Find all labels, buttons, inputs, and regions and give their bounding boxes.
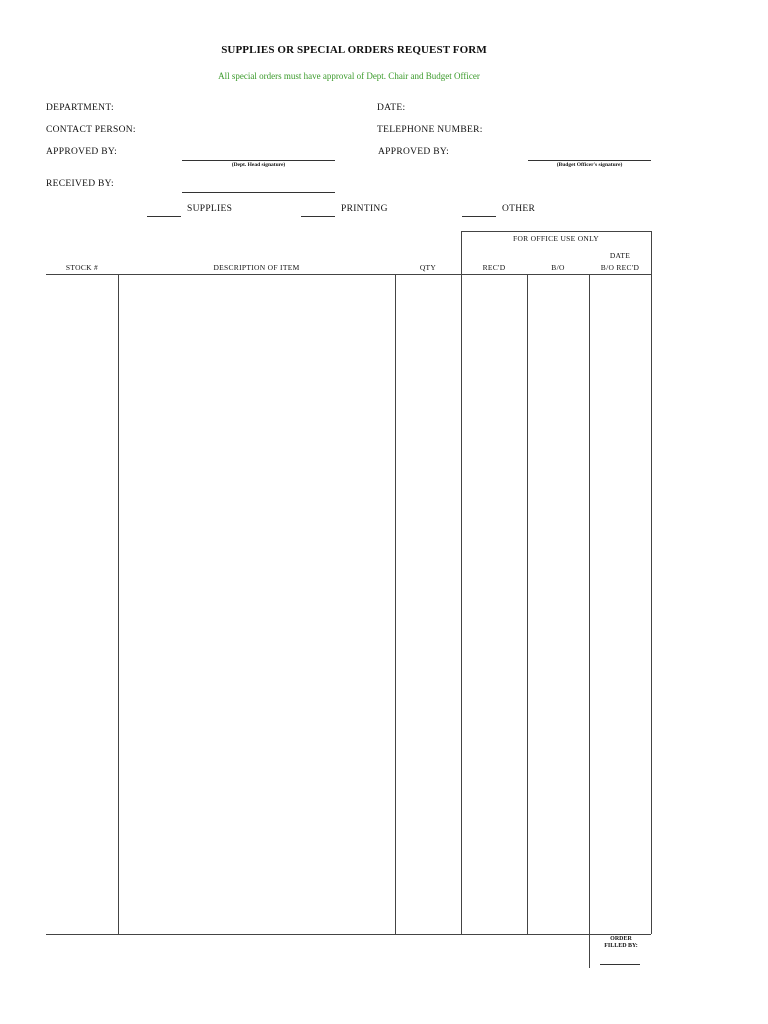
department-label: DEPARTMENT: <box>46 103 114 113</box>
col-bo-recd: B/O REC'D <box>600 263 640 272</box>
form-title: SUPPLIES OR SPECIAL ORDERS REQUEST FORM <box>221 44 487 56</box>
telephone-number-label: TELEPHONE NUMBER: <box>377 125 483 135</box>
filled-by-line[interactable] <box>600 964 640 965</box>
approved-by-label-right: APPROVED BY: <box>378 147 450 157</box>
col-recd: REC'D <box>482 263 506 272</box>
order-label: ORDER <box>610 936 632 942</box>
table-divider-stock <box>118 274 119 934</box>
table-divider-recd <box>527 274 528 934</box>
option-supplies: SUPPLIES <box>187 204 233 214</box>
table-bottom-border <box>46 934 651 935</box>
option-other: OTHER <box>502 204 536 214</box>
other-checkline[interactable] <box>462 216 496 217</box>
received-by-line[interactable] <box>182 192 335 193</box>
col-qty: QTY <box>419 263 437 272</box>
office-use-top-border <box>461 231 651 232</box>
dept-head-signature-caption: (Dept. Head signature) <box>231 162 286 168</box>
form-subtitle: All special orders must have approval of Dept. Chair and Budget Officer <box>218 71 480 81</box>
received-by-label: RECEIVED BY: <box>46 179 114 189</box>
table-right-border <box>651 231 652 934</box>
filled-by-label: FILLED BY: <box>604 943 638 949</box>
contact-person-label: CONTACT PERSON: <box>46 125 136 135</box>
table-divider-qty <box>461 231 462 934</box>
table-divider-description <box>395 274 396 934</box>
printing-checkline[interactable] <box>301 216 335 217</box>
col-description: DESCRIPTION OF ITEM <box>213 263 300 272</box>
col-bo: B/O <box>551 263 565 272</box>
option-printing: PRINTING <box>341 204 388 214</box>
col-date: DATE <box>609 251 631 260</box>
date-label: DATE: <box>377 103 406 113</box>
supplies-checkline[interactable] <box>147 216 181 217</box>
col-stock: STOCK # <box>65 263 99 272</box>
budget-officer-signature-caption: (Budget Officer's signature) <box>556 162 623 168</box>
budget-officer-signature-line[interactable] <box>528 160 651 161</box>
table-header-border <box>46 274 651 275</box>
approved-by-label-left: APPROVED BY: <box>46 147 118 157</box>
dept-head-signature-line[interactable] <box>182 160 335 161</box>
table-divider-bo <box>589 274 590 968</box>
office-use-header: FOR OFFICE USE ONLY <box>512 234 599 243</box>
